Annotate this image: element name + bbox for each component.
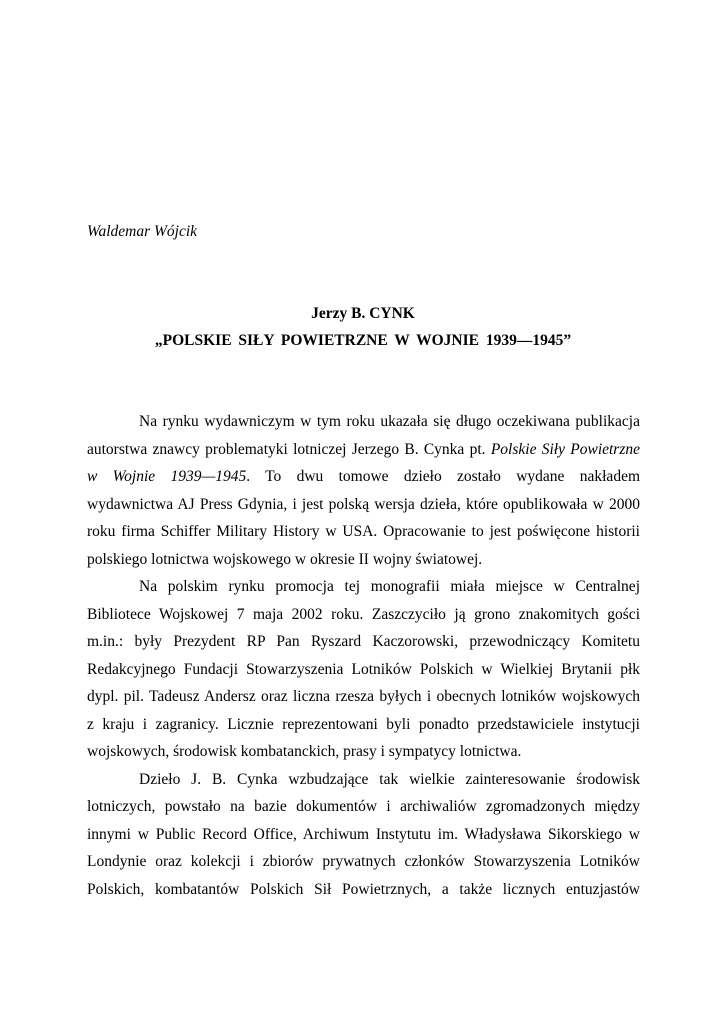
text-line: wojskowych, środowisk kombatanckich, prasy i sympatycy lotnictwa. <box>87 743 522 760</box>
text-line: Na rynku wydawniczym w tym roku ukazała się długo oczekiwana publikacja <box>139 413 640 430</box>
text-line: Dzieło J. B. Cynka wzbudzające tak wielkie zainteresowanie środowisk <box>139 770 640 788</box>
text-line: lotniczych, powstało na bazie dokumentów i archiwaliów zgromadzonych między <box>87 798 640 815</box>
text-line: m.in.: były Prezydent RP Pan Ryszard Kaczorowski, przewodniczący Komitetu <box>87 633 640 650</box>
text-line: autorstwa znawcy problematyki lotniczej Jerzego B. Cynka pt. Polskie Siły Powietrzne <box>87 440 641 458</box>
text-line: Redakcyjnego Fundacji Stowarzyszenia Lotników Polskich w Wielkiej Brytanii płk <box>87 660 640 678</box>
italic-book-title: w Wojnie 1939—1945 <box>87 468 247 485</box>
paragraph-2 <box>87 573 640 766</box>
text-line: Londynie oraz kolekcji i zbiorów prywatnych członków Stowarzyszenia Lotników <box>87 853 640 870</box>
text-line: w Wojnie 1939—1945. To dwu tomowe dzieło zostało wydane nakładem <box>87 468 641 485</box>
book-title-heading: „POLSKIE SIŁY POWIETRZNE W WOJNIE 1939—1945” <box>154 332 572 349</box>
italic-book-title: Polskie Siły Powietrzne <box>490 440 641 458</box>
text-line: roku firma Schiffer Military History w USA. Opracowanie to jest poświęcone historii <box>87 523 640 540</box>
text-line: z kraju i zagranicy. Licznie reprezentowani byli ponadto przedstawiciele instytucji <box>87 715 640 733</box>
text-line: wydawnictwa AJ Press Gdynia, i jest polską wersja dzieła, które opublikowała w 2000 <box>87 495 640 513</box>
text-line: dypl. pil. Tadeusz Andersz oraz liczna rzesza byłych i obecnych lotników wojskowych <box>87 688 640 705</box>
text-line: innymi w Public Record Office, Archiwum Instytutu im. Władysława Sikorskiego w <box>87 825 640 843</box>
article-body <box>87 408 640 903</box>
paragraph-1 <box>87 408 640 573</box>
text-line: Na polskim rynku promocja tej monografii miała miejsce w Centralnej <box>139 578 640 595</box>
text-line: Polskich, kombatantów Polskich Sił Powietrznych, a także licznych entuzjastów <box>87 880 640 898</box>
text-line: Bibliotece Wojskowej 7 maja 2002 roku. Zaszczyciło ją grono znakomitych gości <box>87 605 640 623</box>
book-author-heading: Jerzy B. CYNK <box>311 305 415 322</box>
text-line: polskiego lotnictwa wojskowego w okresie II wojny światowej. <box>87 550 483 568</box>
paragraph-3 <box>87 766 640 904</box>
author-name: Waldemar Wójcik <box>87 223 198 240</box>
